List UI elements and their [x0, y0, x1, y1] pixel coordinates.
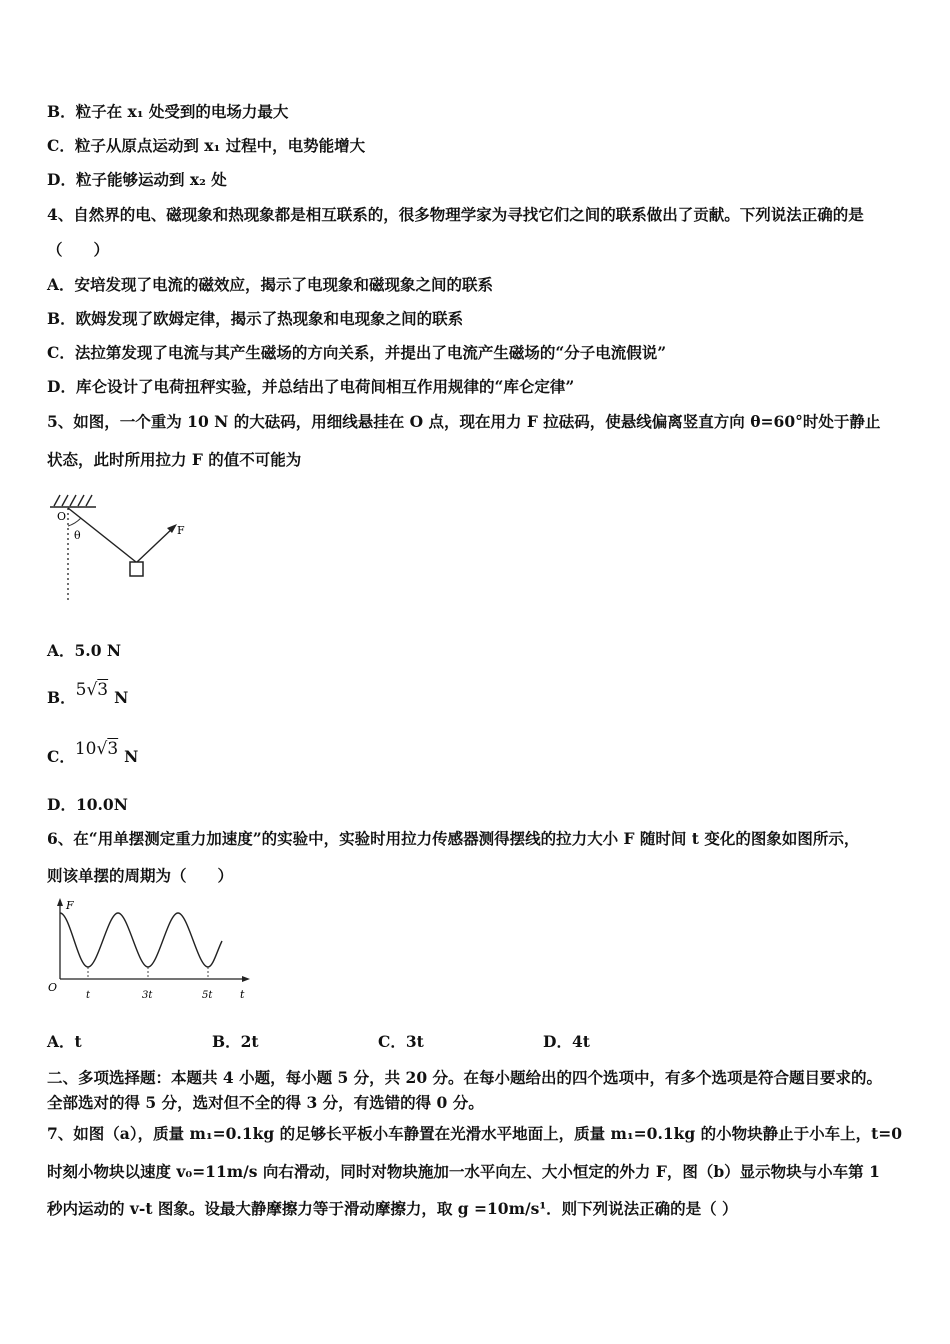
label-f-axis: F	[66, 899, 74, 912]
q5-option-b-prefix: B．	[47, 688, 76, 707]
tick-label-3t: 3t	[142, 990, 153, 1001]
q4-option-a: A．安培发现了电流的磁效应，揭示了电现象和磁现象之间的联系	[47, 275, 494, 294]
q5-option-b-radical: 5√3	[75, 680, 109, 700]
q6-option-d: D．4t	[543, 1032, 590, 1051]
q6-option-a: A．t	[47, 1032, 82, 1051]
q4-stem-line1: 4、自然界的电、磁现象和热现象都是相互联系的，很多物理学家为寻找它们之间的联系做出了贡献。下列说法正确的是	[47, 205, 864, 224]
q5-option-b-unit: N	[114, 688, 129, 707]
q5-option-c-coef: 10	[74, 739, 97, 759]
q3-option-b: B．粒子在 x₁ 处受到的电场力最大	[47, 102, 289, 121]
q3-option-c: C．粒子从原点运动到 x₁ 过程中，电势能增大	[47, 136, 366, 155]
section2-instructions-line2: 全部选对的得 5 分，选对但不全的得 3 分，有选错的得 0 分。	[47, 1093, 484, 1112]
q4-option-b: B．欧姆发现了欧姆定律，揭示了热现象和电现象之间的联系	[47, 309, 464, 328]
weight-block	[130, 562, 143, 576]
q5-option-c-prefix: C．	[47, 747, 75, 766]
section2-instructions-line1: 二、多项选择题：本题共 4 小题，每小题 5 分，共 20 分。在每小题给出的四个选项中，有多个选项是符合题目要求的。	[47, 1068, 883, 1087]
tick-label-5t: 5t	[202, 990, 213, 1001]
q6-force-time-graph	[40, 895, 260, 1005]
force-curve	[60, 913, 222, 967]
q7-stem-line2: 时刻小物块以速度 v₀=11m/s 向右滑动，同时对物块施加一水平向左、大小恒定的外力 F，图（b）显示物块与小车第 1	[47, 1162, 880, 1181]
label-f: F	[177, 524, 185, 537]
label-theta: θ	[74, 529, 81, 542]
t-axis-arrow	[242, 976, 250, 982]
q5-option-c-radical: 10√3	[74, 739, 119, 759]
q6-option-b: B．2t	[212, 1032, 259, 1051]
q5-hanging-weight-figure	[44, 490, 204, 605]
q5-option-b-radicand: 3	[97, 680, 109, 700]
q5-option-c-unit: N	[124, 747, 139, 766]
label-t-axis: t	[240, 988, 245, 1001]
q5-option-b	[47, 680, 129, 708]
q4-stem-line2: （ ）	[47, 240, 110, 259]
q7-stem-line3: 秒内运动的 v-t 图象。设最大静摩擦力等于滑动摩擦力，取 g =10m/s¹．则下列说法正确的是（ ）	[47, 1199, 738, 1218]
q5-option-a: A．5.0 N	[47, 641, 122, 660]
q5-stem-line2: 状态，此时所用拉力 F 的值不可能为	[47, 450, 302, 469]
angle-arc	[68, 518, 81, 526]
tick-label-t: t	[86, 990, 91, 1001]
label-o: O	[57, 510, 67, 523]
q5-stem-line1: 5、如图，一个重为 10 N 的大砝码，用细线悬挂在 O 点，现在用力 F 拉砝码，使悬线偏离竖直方向 θ=60°时处于静止	[47, 412, 881, 431]
q5-option-c-radicand: 3	[107, 739, 119, 759]
q5-option-c	[47, 739, 139, 767]
q7-stem-line1: 7、如图（a），质量 m₁=0.1kg 的足够长平板小车静置在光滑水平地面上，质量 m₁=0.1kg 的小物块静止于小车上，t=0	[47, 1124, 903, 1143]
ceiling-hatch	[50, 495, 96, 507]
q5-option-d: D．10.0N	[47, 795, 128, 814]
f-axis-arrow	[57, 898, 63, 906]
force-arrow-line	[137, 527, 174, 562]
q4-option-c: C．法拉第发现了电流与其产生磁场的方向关系，并提出了电流产生磁场的“分子电流假说”	[47, 343, 667, 362]
q6-stem-line1: 6、在“用单摆测定重力加速度”的实验中，实验时用拉力传感器测得摆线的拉力大小 F 随时间 t 变化的图象如图所示，	[47, 829, 860, 848]
q3-option-d: D．粒子能够运动到 x₂ 处	[47, 170, 227, 189]
q6-stem-line2: 则该单摆的周期为（ ）	[47, 866, 234, 885]
q5-option-b-coef: 5	[75, 680, 87, 700]
q6-option-c: C．3t	[378, 1032, 424, 1051]
q4-option-d: D．库仑设计了电荷扭秤实验，并总结出了电荷间相互作用规律的“库仑定律”	[47, 377, 575, 396]
label-origin: O	[48, 981, 58, 994]
